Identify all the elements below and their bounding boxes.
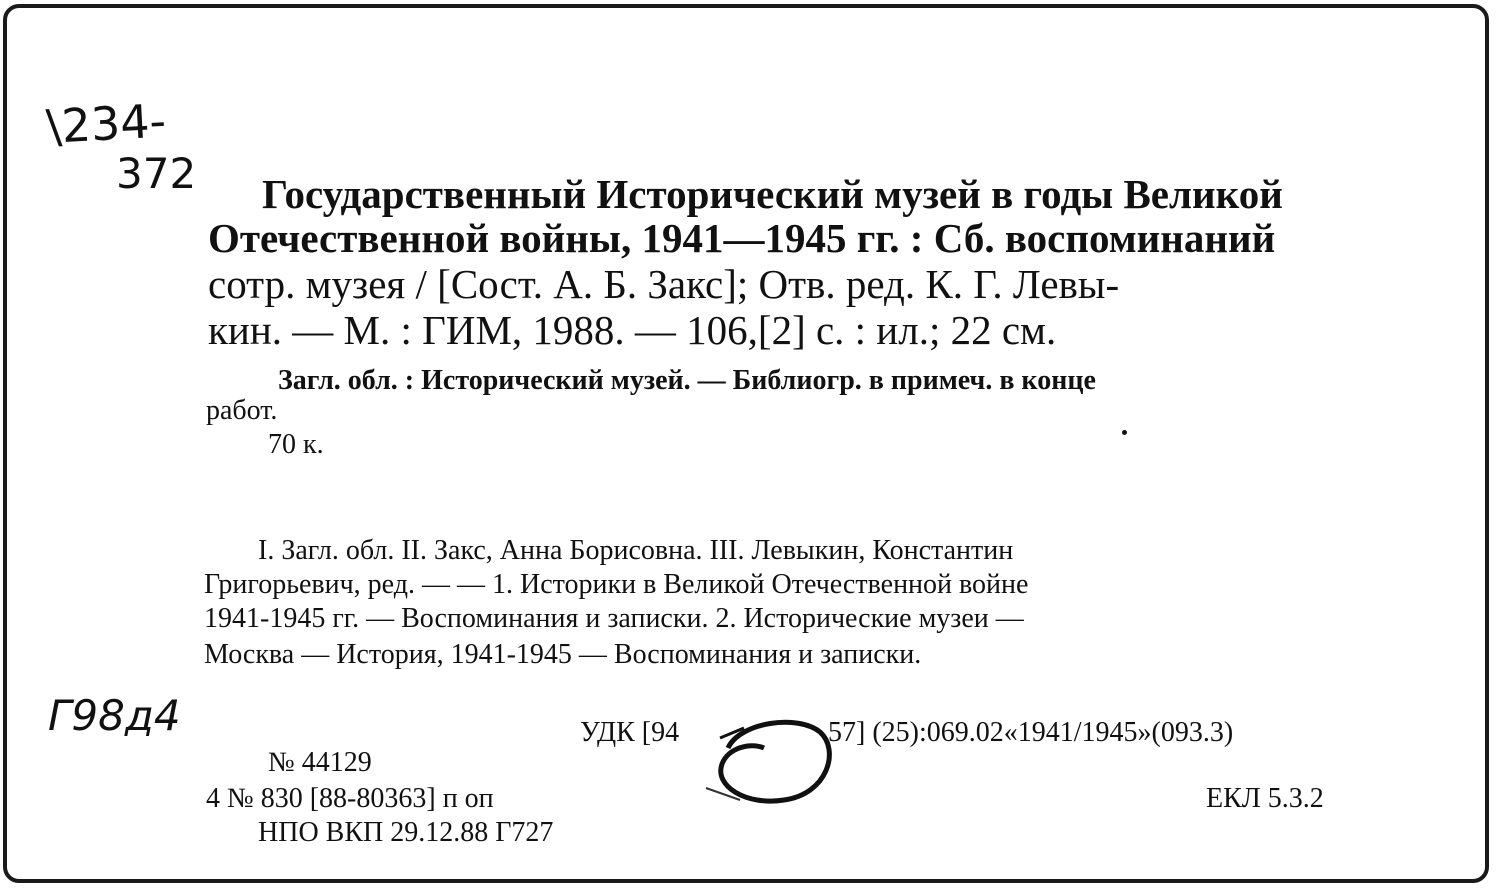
tracing-line-1: I. Загл. обл. II. Закс, Анна Борисовна. III. Левыкин, Константин	[258, 535, 1014, 566]
handwritten-shelf-mark	[48, 680, 238, 750]
udk-end: 57] (25):069.02«1941/1945»(093.3)	[828, 717, 1234, 748]
handwritten-call-number	[40, 82, 240, 202]
title-line-3: сотр. музея / [Сост. А. Б. Закс]; Отв. ред. К. Г. Левы-	[208, 261, 1120, 307]
title-line-1: Государственный Исторический музей в годы Великой	[262, 171, 1283, 217]
order-number: 4 № 830 [88-80363] п оп	[206, 783, 494, 814]
title-line-2-bold: Отечественной войны, 1941—1945 гг. : Сб. воспоминаний	[208, 215, 1276, 261]
price: 70 к.	[268, 429, 324, 460]
note-line-2: работ.	[206, 395, 278, 426]
title-line-2	[208, 216, 1275, 260]
title-line-4: кин. — М. : ГИМ, 1988. — 106,[2] с. : ил.; 22 см.	[208, 307, 1057, 353]
stamp-circle	[700, 708, 850, 818]
ekl-code: ЕКЛ 5.3.2	[1206, 783, 1324, 814]
handwritten-call-number-line1: \234-	[44, 93, 168, 154]
handwritten-call-number-line2: 372	[116, 149, 197, 198]
tracing-line-3: 1941-1945 гг. — Воспоминания и записки. 2. Исторические музеи —	[204, 603, 1024, 634]
speck-dot	[1122, 430, 1127, 435]
tracing-line-2: Григорьевич, ред. — — 1. Историки в Великой Отечественной войне	[204, 569, 1029, 600]
tracing-line-4: Москва — История, 1941-1945 — Воспоминания и записки.	[204, 639, 922, 670]
handwritten-shelf-mark-text: Г98д4	[48, 691, 181, 740]
udk-start: УДК [94	[580, 717, 680, 748]
inventory-number: № 44129	[268, 747, 372, 778]
printer-line: НПО ВКП 29.12.88 Г727	[258, 817, 554, 848]
note-line-1: Загл. обл. : Исторический музей. — Библиогр. в примеч. в конце	[278, 365, 1096, 396]
